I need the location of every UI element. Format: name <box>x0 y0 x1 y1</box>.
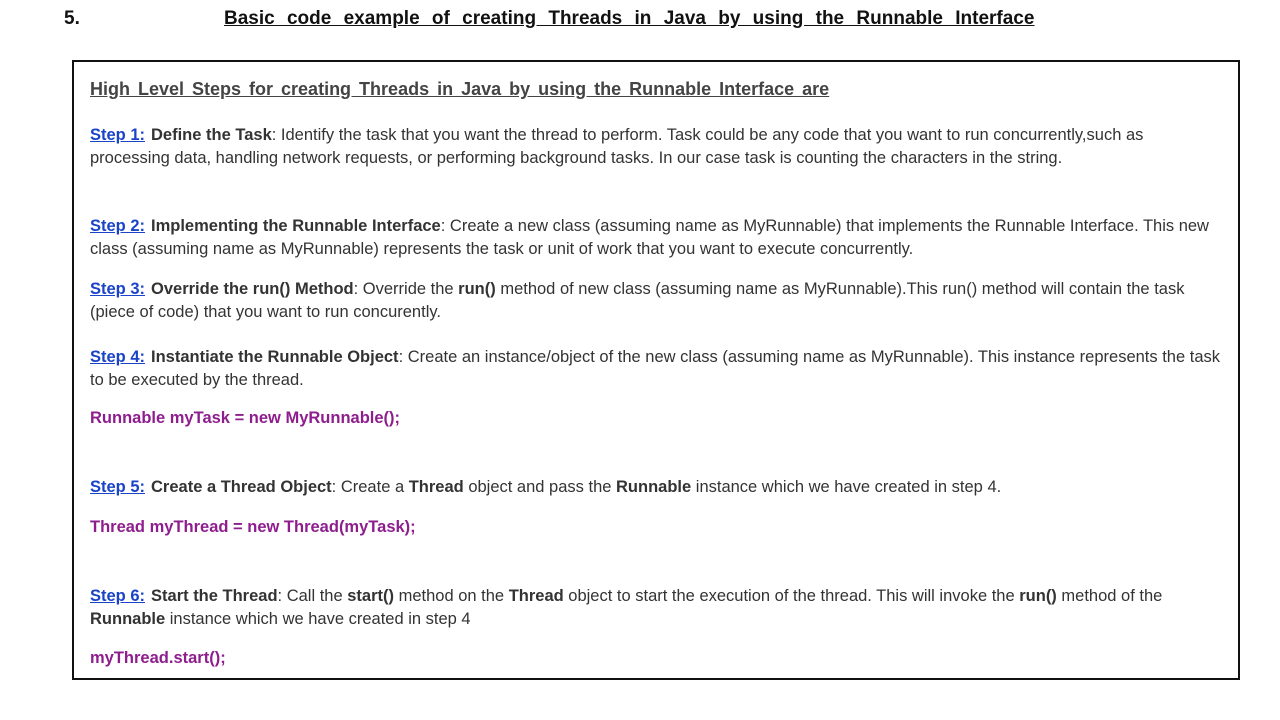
step-5-keyword-thread: Thread <box>408 478 464 496</box>
step-1-label[interactable]: Step 1: <box>90 126 146 144</box>
step-3-text-b: method of new class (assuming name as MyRunnable).This run() method will contain the task (piece of code) that you want to run concurently. <box>90 280 1185 321</box>
step-5-code: Thread myThread = new Thread(myTask); <box>90 518 416 536</box>
step-6-text-d: method of the <box>1056 587 1163 605</box>
step-6-label[interactable]: Step 6: <box>90 587 146 605</box>
step-6-title: Start the Thread <box>151 587 278 605</box>
step-3-keyword-run: run() <box>458 280 496 298</box>
slide-number: 5. <box>64 8 80 29</box>
step-6-code: myThread.start(); <box>90 649 226 667</box>
step-5-text-a: : Create a <box>331 478 409 496</box>
step-3-title: Override the run() Method <box>151 280 354 298</box>
step-3-text-a: : Override the <box>353 280 459 298</box>
step-5-keyword-runnable: Runnable <box>616 478 692 496</box>
step-4-title: Instantiate the Runnable Object <box>151 348 399 366</box>
step-3-paragraph <box>90 278 1222 323</box>
step-4-text: : Create an instance/object of the new class (assuming name as MyRunnable). This instance represents the task to be executed by the thread. <box>90 348 1221 389</box>
step-1-text: : Identify the task that you want the thread to perform. Task could be any code that you want to run concurrently,such as processing data, handling network requests, or performing background tasks. In our case task is counting the characters in the string. <box>90 126 1144 167</box>
step-5-text-b: object and pass the <box>463 478 617 496</box>
step-4-code: Runnable myTask = new MyRunnable(); <box>90 409 401 427</box>
slide-title: Basic code example of creating Threads in Java by using the Runnable Interface <box>224 8 1035 29</box>
step-6-keyword-thread: Thread <box>508 587 564 605</box>
step-5-text-c: instance which we have created in step 4. <box>691 478 1002 496</box>
box-heading: High Level Steps for creating Threads in Java by using the Runnable Interface are <box>90 79 830 99</box>
step-5-label[interactable]: Step 5: <box>90 478 146 496</box>
step-6-text-a: : Call the <box>277 587 348 605</box>
step-2-title: Implementing the Runnable Interface <box>151 217 441 235</box>
step-6-text-c: object to start the execution of the thread. This will invoke the <box>563 587 1020 605</box>
step-6-paragraph <box>90 585 1222 630</box>
step-6-keyword-start: start() <box>347 587 395 605</box>
step-1-title: Define the Task <box>151 126 272 144</box>
step-5-paragraph <box>90 476 1222 499</box>
step-2-text: : Create a new class (assuming name as MyRunnable) that implements the Runnable Interface. This new class (assuming name as MyRunnable) represents the task or unit of work that you want to execute concurrently. <box>90 217 1209 258</box>
step-2-label[interactable]: Step 2: <box>90 217 146 235</box>
step-6-text-e: instance which we have created in step 4 <box>165 609 471 628</box>
step-2-paragraph <box>90 215 1222 260</box>
step-1-paragraph <box>90 124 1222 169</box>
step-6-text-b: method on the <box>394 587 509 605</box>
step-3-label[interactable]: Step 3: <box>90 280 146 298</box>
step-5-title: Create a Thread Object <box>151 478 332 496</box>
step-4-label[interactable]: Step 4: <box>90 348 146 366</box>
step-6-keyword-run: run() <box>1019 587 1057 605</box>
steps-box <box>72 60 1240 680</box>
step-4-paragraph <box>90 346 1222 391</box>
step-6-keyword-runnable: Runnable <box>90 609 166 628</box>
